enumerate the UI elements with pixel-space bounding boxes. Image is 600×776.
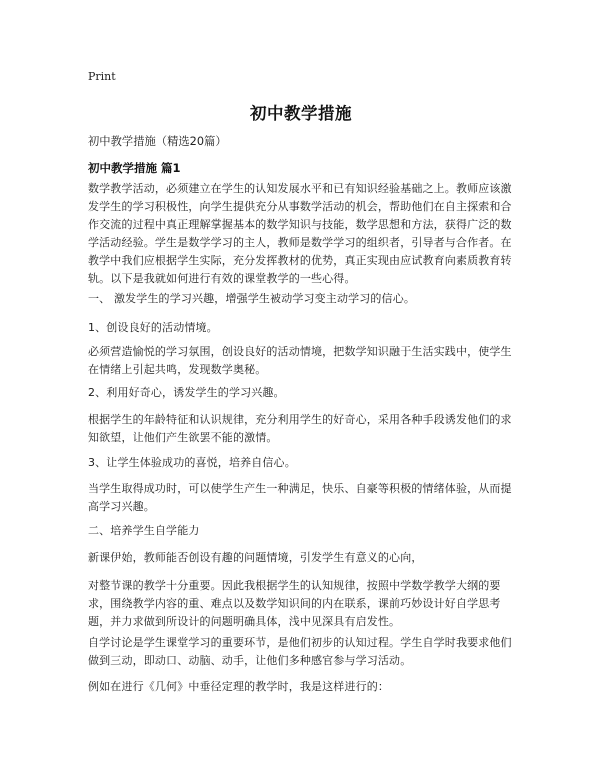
paragraph-point-3: 3、让学生体验成功的喜悦，培养自信心。 (88, 456, 296, 469)
paragraph-point-1: 1、创设良好的活动情境。 (88, 321, 218, 334)
paragraph-design: 对整节课的教学十分重要。因此我根据学生的认知规律，按照中学数学教学大纲的要求，围绕教学内容的重、难点以及数学知识间的内在联系，课前巧妙设计好自学思考题，并力求做到所设计的问题明确具体，浅中见深具有启发性。 (88, 579, 501, 628)
section-heading: 初中教学措施 篇1 (88, 161, 181, 175)
print-label: Print (88, 70, 116, 83)
paragraph-self-study: 自学讨论是学生课堂学习的重要环节，是他们初步的认知过程。学生自学时我要求他们做到三动，即动口、动脑、动手，让他们多种感官参与学习活动。 (88, 636, 512, 667)
paragraph-example: 例如在进行《几何》中垂径定理的教学时，我是这样进行的： (88, 680, 390, 693)
paragraph-point-3-body: 当学生取得成功时，可以使学生产生一种满足，快乐、自豪等积极的情绪体验，从而提高学习兴趣。 (88, 482, 512, 513)
paragraph-heading-one: 一、 激发学生的学习兴趣，增强学生被动学习变主动学习的信心。 (88, 292, 415, 305)
paragraph-heading-two: 二、培养学生自学能力 (88, 524, 200, 537)
paragraph-point-2-body: 根据学生的年龄特征和认识规律，充分利用学生的好奇心，采用各种手段诱发他们的求知欲望，让他们产生欲罢不能的激情。 (88, 413, 512, 444)
paragraph-point-2: 2、利用好奇心，诱发学生的学习兴趣。 (88, 386, 285, 399)
document-subtitle: 初中教学措施（精选20篇） (88, 135, 227, 148)
page-title: 初中教学措施 (250, 104, 352, 123)
paragraph-new-lesson: 新课伊始，教师能否创设有趣的问题情境，引发学生有意义的心向， (88, 551, 423, 564)
paragraph-point-1-body: 必须营造愉悦的学习氛围，创设良好的活动情境，把数学知识融于生活实践中，使学生在情绪上引起共鸣，发现数学奥秘。 (88, 345, 512, 376)
paragraph-intro: 数学教学活动，必须建立在学生的认知发展水平和已有知识经验基础之上。教师应该激发学生的学习积极性，向学生提供充分从事数学活动的机会，帮助他们在自主探索和合作交流的过程中真正理解掌握基本的数学知识与技能，数学思想和方法，获得广泛的数学活动经验。学生是数学学习的主人，教师是数学学习的组织者，引导者与合作者。在教学中我们应根据学生实际，充分发挥教材的优势，真正实现由应试教育向素质教育转轨。以下是我就如何进行有效的课堂教学的一些心得。 (88, 182, 512, 285)
